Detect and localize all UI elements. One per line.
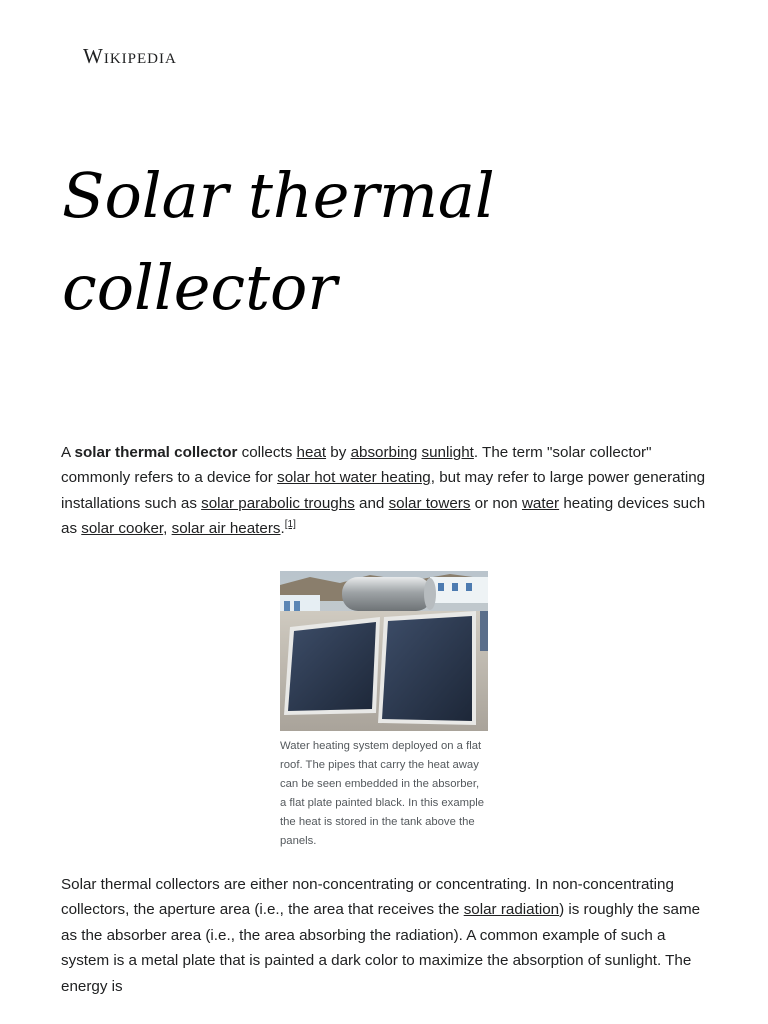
wikipedia-logo[interactable]: Wikipedia	[83, 44, 177, 68]
solar-panel-photo[interactable]	[280, 571, 488, 731]
link-water[interactable]: water	[521, 494, 560, 512]
link-solar-towers[interactable]: solar towers	[388, 494, 471, 512]
text: A	[61, 444, 75, 461]
article-figure	[280, 571, 488, 851]
text: ) is roughly the same as the absorber area (i.e., the area absorbing the radiation). A common example of such a system is a metal plate that is painted a dark color to maximize the absorption of sunlight. The energy is	[61, 901, 701, 995]
text: , but may refer to large power generating installations such as	[61, 469, 706, 512]
link-heat[interactable]: heat	[296, 444, 327, 461]
page-title: Solar thermal collector	[62, 159, 495, 324]
reference-link-1[interactable]: [1]	[284, 519, 296, 531]
link-solar-parabolic-troughs[interactable]: solar parabolic troughs	[201, 494, 355, 512]
text: Solar thermal collectors are either non-concentrating or concentrating. In non-concentrating collectors, the aperture area (i.e., the area that receives the	[61, 876, 674, 919]
text: .	[280, 520, 285, 538]
text: ,	[163, 520, 172, 538]
link-solar-hot-water-heating[interactable]: solar hot water heating	[277, 469, 431, 487]
text: or non	[470, 494, 522, 512]
intro-paragraph	[61, 440, 711, 542]
text: by	[326, 444, 351, 461]
text: . The term "solar collector" commonly refers to a device for	[61, 444, 652, 487]
article-subject-bold: solar thermal collector	[74, 444, 238, 461]
link-solar-radiation[interactable]: solar radiation	[463, 901, 560, 919]
link-solar-air-heaters[interactable]: solar air heaters	[171, 520, 281, 538]
text: collects	[237, 444, 297, 461]
text: and	[354, 494, 389, 512]
link-solar-cooker[interactable]: solar cooker	[81, 520, 164, 538]
figure-caption: Water heating system deployed on a flat roof. The pipes that carry the heat away can be seen embedded in the absorber, a flat plate painted black. In this example the heat is stored in the tank above the panels.	[280, 740, 485, 847]
body-paragraph	[61, 872, 711, 999]
link-absorbing[interactable]: absorbing	[350, 444, 418, 461]
link-sunlight[interactable]: sunlight	[421, 444, 474, 461]
text: heating devices such as	[61, 494, 706, 538]
